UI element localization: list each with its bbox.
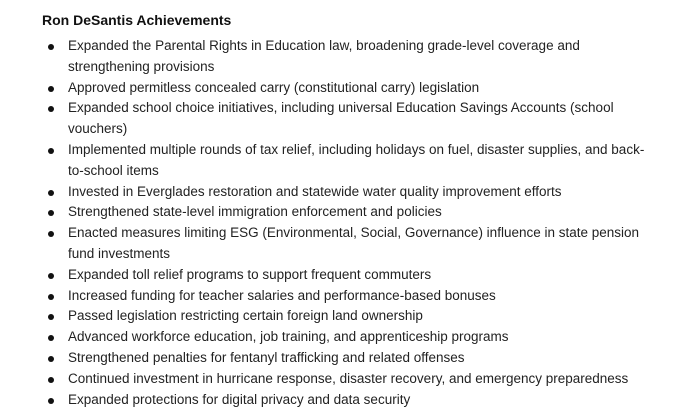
list-item — [42, 78, 660, 99]
list-item — [42, 286, 660, 307]
list-item-text: Strengthened state-level immigration enforcement and policies — [68, 204, 442, 220]
list-item — [42, 306, 660, 327]
list-item-text: Enacted measures limiting ESG (Environmental, Social, Governance) influence in state pension fund investments — [68, 225, 640, 261]
page-title: Ron DeSantis Achievements — [42, 12, 232, 28]
bullet-icon — [48, 148, 54, 154]
list-item — [42, 390, 660, 410]
list-item-text: Advanced workforce education, job training, and apprenticeship programs — [68, 329, 509, 345]
list-item-text: Expanded protections for digital privacy and data security — [68, 391, 411, 407]
list-item — [42, 140, 660, 182]
bullet-icon — [48, 106, 54, 112]
list-item-text: Strengthened penalties for fentanyl trafficking and related offenses — [68, 349, 465, 365]
list-item-text: Expanded toll relief programs to support frequent commuters — [68, 266, 432, 282]
list-item-text: Continued investment in hurricane response, disaster recovery, and emergency preparedness — [68, 370, 629, 386]
list-item — [42, 265, 660, 286]
achievements-list — [42, 36, 660, 410]
bullet-icon — [48, 86, 54, 92]
list-item — [42, 98, 660, 140]
bullet-icon — [48, 314, 54, 320]
bullet-icon — [48, 377, 54, 383]
list-item — [42, 36, 660, 78]
bullet-icon — [48, 294, 54, 300]
list-item — [42, 348, 660, 369]
list-item-text: Implemented multiple rounds of tax relief, including holidays on fuel, disaster supplies, and back-to-school items — [68, 141, 645, 178]
list-item-text: Invested in Everglades restoration and statewide water quality improvement efforts — [68, 183, 562, 199]
list-item-text: Expanded the Parental Rights in Education law, broadening grade-level coverage and strengthening provisions — [68, 38, 580, 74]
list-item — [42, 202, 660, 223]
bullet-icon — [48, 356, 54, 362]
list-item — [42, 327, 660, 348]
list-item-text: Passed legislation restricting certain foreign land ownership — [68, 308, 423, 324]
list-item-text: Increased funding for teacher salaries and performance-based bonuses — [68, 287, 496, 303]
list-item — [42, 369, 660, 390]
bullet-icon — [48, 231, 54, 237]
bullet-icon — [48, 273, 54, 279]
list-item — [42, 223, 660, 265]
bullet-icon — [48, 210, 54, 216]
bullet-icon — [48, 335, 54, 341]
list-item-text: Approved permitless concealed carry (constitutional carry) legislation — [68, 79, 480, 95]
list-item-text: Expanded school choice initiatives, including universal Education Savings Accounts (school vouchers) — [68, 100, 614, 137]
bullet-icon — [48, 44, 54, 50]
bullet-icon — [48, 398, 54, 404]
list-item — [42, 182, 660, 203]
bullet-icon — [48, 190, 54, 196]
